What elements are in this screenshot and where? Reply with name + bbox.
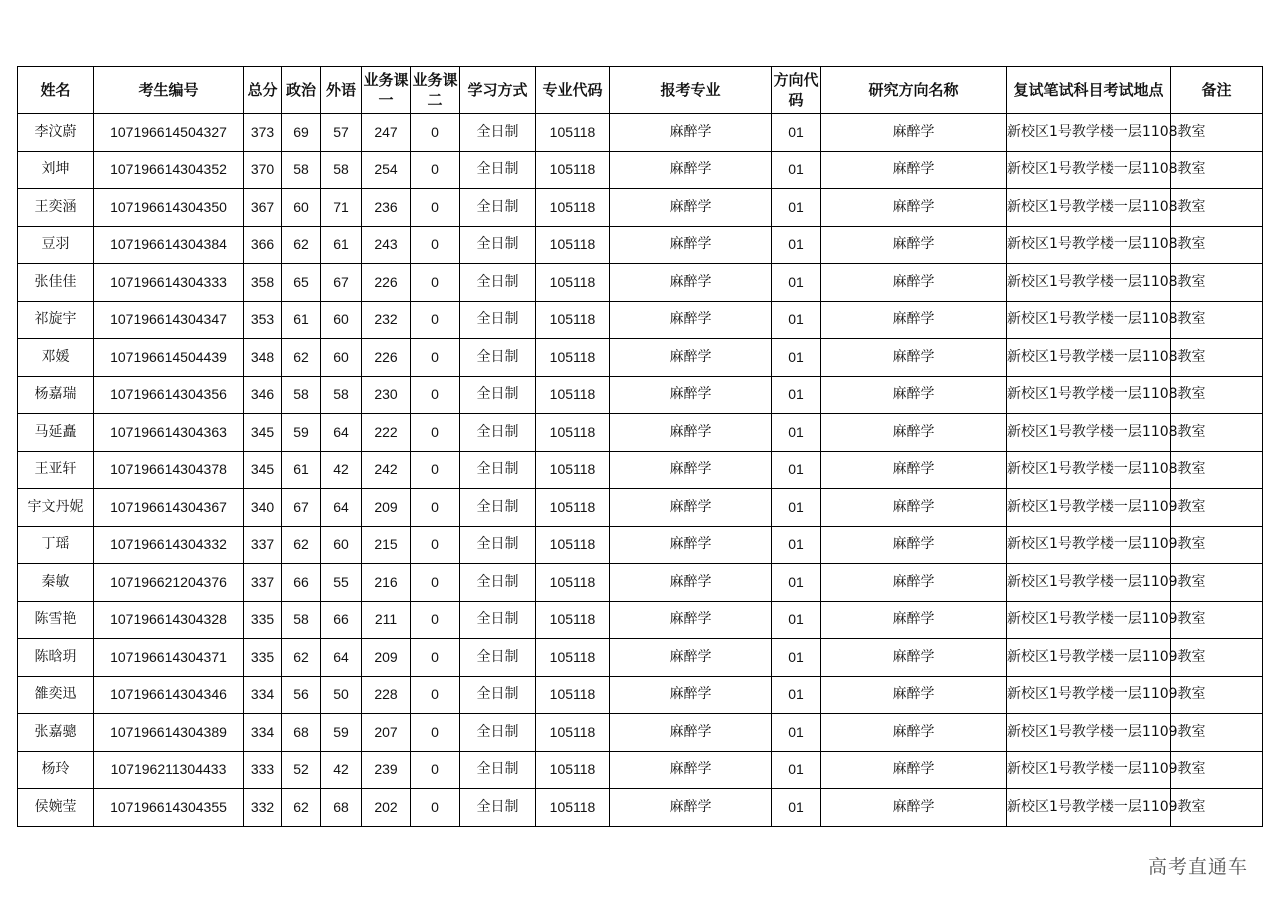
cell-dir-code: 01 <box>772 264 821 302</box>
cell-major-code: 105118 <box>536 226 610 264</box>
cell-study-mode: 全日制 <box>460 151 536 189</box>
cell-major-code: 105118 <box>536 114 610 152</box>
cell-foreign: 58 <box>321 376 362 414</box>
cell-dir-code: 01 <box>772 301 821 339</box>
table-row <box>18 151 1263 189</box>
cell-exam-id: 107196621204376 <box>94 564 244 602</box>
cell-major-code: 105118 <box>536 751 610 789</box>
table-row <box>18 564 1263 602</box>
column-header-total: 总分 <box>244 67 282 114</box>
cell-dir-code: 01 <box>772 564 821 602</box>
cell-total: 334 <box>244 676 282 714</box>
cell-location: 新校区1号教学楼一层1108教室 <box>1007 451 1171 489</box>
cell-dir-name: 麻醉学 <box>821 676 1007 714</box>
cell-dir-name: 麻醉学 <box>821 151 1007 189</box>
cell-dir-code: 01 <box>772 714 821 752</box>
cell-location: 新校区1号教学楼一层1108教室 <box>1007 114 1171 152</box>
cell-course1: 209 <box>362 489 411 527</box>
cell-study-mode: 全日制 <box>460 751 536 789</box>
cell-study-mode: 全日制 <box>460 301 536 339</box>
cell-course1: 247 <box>362 114 411 152</box>
cell-major: 麻醉学 <box>610 339 772 377</box>
cell-exam-id: 107196614304355 <box>94 789 244 827</box>
cell-location: 新校区1号教学楼一层1108教室 <box>1007 264 1171 302</box>
cell-location: 新校区1号教学楼一层1109教室 <box>1007 601 1171 639</box>
cell-name: 刘坤 <box>18 151 94 189</box>
table-row <box>18 414 1263 452</box>
cell-location: 新校区1号教学楼一层1109教室 <box>1007 639 1171 677</box>
cell-total: 346 <box>244 376 282 414</box>
cell-politics: 61 <box>282 451 321 489</box>
cell-study-mode: 全日制 <box>460 376 536 414</box>
cell-total: 345 <box>244 414 282 452</box>
cell-course1: 222 <box>362 414 411 452</box>
cell-course2: 0 <box>411 451 460 489</box>
cell-study-mode: 全日制 <box>460 676 536 714</box>
cell-location: 新校区1号教学楼一层1109教室 <box>1007 564 1171 602</box>
column-header-study-mode: 学习方式 <box>460 67 536 114</box>
cell-course2: 0 <box>411 189 460 227</box>
cell-foreign: 67 <box>321 264 362 302</box>
cell-name: 陈晗玥 <box>18 639 94 677</box>
cell-course2: 0 <box>411 751 460 789</box>
column-header-remark: 备注 <box>1171 67 1263 114</box>
cell-exam-id: 107196614304352 <box>94 151 244 189</box>
cell-exam-id: 107196614504327 <box>94 114 244 152</box>
cell-course1: 216 <box>362 564 411 602</box>
cell-politics: 66 <box>282 564 321 602</box>
cell-total: 332 <box>244 789 282 827</box>
cell-dir-code: 01 <box>772 339 821 377</box>
cell-total: 335 <box>244 639 282 677</box>
cell-major: 麻醉学 <box>610 564 772 602</box>
cell-foreign: 64 <box>321 489 362 527</box>
cell-major: 麻醉学 <box>610 376 772 414</box>
cell-major-code: 105118 <box>536 601 610 639</box>
cell-foreign: 64 <box>321 639 362 677</box>
cell-dir-code: 01 <box>772 789 821 827</box>
table-header <box>18 67 1263 114</box>
cell-politics: 62 <box>282 226 321 264</box>
column-header-major-code: 专业代码 <box>536 67 610 114</box>
cell-politics: 56 <box>282 676 321 714</box>
cell-politics: 69 <box>282 114 321 152</box>
cell-course2: 0 <box>411 301 460 339</box>
column-header-dir-name: 研究方向名称 <box>821 67 1007 114</box>
cell-dir-name: 麻醉学 <box>821 114 1007 152</box>
cell-name: 张佳佳 <box>18 264 94 302</box>
table-row <box>18 489 1263 527</box>
cell-total: 335 <box>244 601 282 639</box>
cell-major: 麻醉学 <box>610 189 772 227</box>
cell-study-mode: 全日制 <box>460 339 536 377</box>
cell-major-code: 105118 <box>536 789 610 827</box>
table-row <box>18 526 1263 564</box>
cell-foreign: 60 <box>321 301 362 339</box>
cell-total: 334 <box>244 714 282 752</box>
cell-politics: 67 <box>282 489 321 527</box>
cell-dir-name: 麻醉学 <box>821 264 1007 302</box>
cell-politics: 58 <box>282 376 321 414</box>
table-row <box>18 339 1263 377</box>
cell-foreign: 71 <box>321 189 362 227</box>
cell-politics: 65 <box>282 264 321 302</box>
cell-course1: 243 <box>362 226 411 264</box>
cell-foreign: 66 <box>321 601 362 639</box>
header-row <box>18 67 1263 114</box>
cell-course2: 0 <box>411 489 460 527</box>
cell-location: 新校区1号教学楼一层1108教室 <box>1007 414 1171 452</box>
cell-exam-id: 107196614304332 <box>94 526 244 564</box>
cell-study-mode: 全日制 <box>460 226 536 264</box>
cell-major: 麻醉学 <box>610 714 772 752</box>
cell-major: 麻醉学 <box>610 751 772 789</box>
cell-course2: 0 <box>411 676 460 714</box>
cell-course1: 230 <box>362 376 411 414</box>
cell-politics: 62 <box>282 526 321 564</box>
cell-study-mode: 全日制 <box>460 564 536 602</box>
cell-foreign: 42 <box>321 451 362 489</box>
table-row <box>18 301 1263 339</box>
watermark-text: 高考直通车 <box>1147 856 1248 878</box>
cell-major: 麻醉学 <box>610 451 772 489</box>
cell-study-mode: 全日制 <box>460 601 536 639</box>
cell-location: 新校区1号教学楼一层1108教室 <box>1007 151 1171 189</box>
cell-course2: 0 <box>411 264 460 302</box>
cell-name: 杨玲 <box>18 751 94 789</box>
cell-foreign: 68 <box>321 789 362 827</box>
cell-location: 新校区1号教学楼一层1108教室 <box>1007 189 1171 227</box>
cell-major-code: 105118 <box>536 151 610 189</box>
column-header-course1: 业务课一 <box>362 67 411 114</box>
cell-exam-id: 107196614304378 <box>94 451 244 489</box>
column-header-course2: 业务课二 <box>411 67 460 114</box>
table-body <box>18 114 1263 827</box>
cell-total: 373 <box>244 114 282 152</box>
cell-course2: 0 <box>411 114 460 152</box>
cell-exam-id: 107196614304350 <box>94 189 244 227</box>
cell-major: 麻醉学 <box>610 676 772 714</box>
cell-course1: 211 <box>362 601 411 639</box>
cell-major-code: 105118 <box>536 376 610 414</box>
cell-major: 麻醉学 <box>610 414 772 452</box>
column-header-name: 姓名 <box>18 67 94 114</box>
cell-major-code: 105118 <box>536 451 610 489</box>
cell-dir-name: 麻醉学 <box>821 639 1007 677</box>
cell-major: 麻醉学 <box>610 601 772 639</box>
cell-study-mode: 全日制 <box>460 789 536 827</box>
cell-politics: 58 <box>282 601 321 639</box>
cell-politics: 59 <box>282 414 321 452</box>
cell-foreign: 57 <box>321 114 362 152</box>
cell-foreign: 50 <box>321 676 362 714</box>
cell-course2: 0 <box>411 376 460 414</box>
cell-politics: 68 <box>282 714 321 752</box>
cell-major-code: 105118 <box>536 676 610 714</box>
cell-foreign: 58 <box>321 151 362 189</box>
cell-dir-code: 01 <box>772 226 821 264</box>
admission-roster-table <box>17 66 1263 827</box>
cell-study-mode: 全日制 <box>460 639 536 677</box>
cell-dir-code: 01 <box>772 526 821 564</box>
cell-dir-name: 麻醉学 <box>821 189 1007 227</box>
cell-dir-code: 01 <box>772 639 821 677</box>
cell-course2: 0 <box>411 601 460 639</box>
cell-location: 新校区1号教学楼一层1109教室 <box>1007 751 1171 789</box>
cell-foreign: 60 <box>321 339 362 377</box>
cell-name: 陈雪艳 <box>18 601 94 639</box>
cell-dir-code: 01 <box>772 601 821 639</box>
cell-location: 新校区1号教学楼一层1108教室 <box>1007 301 1171 339</box>
cell-name: 秦敏 <box>18 564 94 602</box>
cell-major: 麻醉学 <box>610 489 772 527</box>
table-row <box>18 601 1263 639</box>
cell-dir-code: 01 <box>772 376 821 414</box>
cell-foreign: 42 <box>321 751 362 789</box>
cell-total: 337 <box>244 526 282 564</box>
table-row <box>18 639 1263 677</box>
cell-study-mode: 全日制 <box>460 451 536 489</box>
table-row <box>18 451 1263 489</box>
cell-exam-id: 107196614304328 <box>94 601 244 639</box>
cell-course2: 0 <box>411 789 460 827</box>
cell-total: 358 <box>244 264 282 302</box>
cell-name: 王奕涵 <box>18 189 94 227</box>
cell-dir-name: 麻醉学 <box>821 301 1007 339</box>
cell-location: 新校区1号教学楼一层1109教室 <box>1007 526 1171 564</box>
cell-dir-code: 01 <box>772 189 821 227</box>
cell-dir-code: 01 <box>772 676 821 714</box>
cell-location: 新校区1号教学楼一层1108教室 <box>1007 376 1171 414</box>
cell-dir-name: 麻醉学 <box>821 751 1007 789</box>
cell-study-mode: 全日制 <box>460 414 536 452</box>
cell-foreign: 59 <box>321 714 362 752</box>
cell-exam-id: 107196614304363 <box>94 414 244 452</box>
cell-name: 李汶蔚 <box>18 114 94 152</box>
cell-exam-id: 107196614304389 <box>94 714 244 752</box>
cell-name: 杨嘉瑞 <box>18 376 94 414</box>
cell-major-code: 105118 <box>536 301 610 339</box>
cell-total: 353 <box>244 301 282 339</box>
cell-course1: 226 <box>362 339 411 377</box>
cell-study-mode: 全日制 <box>460 114 536 152</box>
cell-course2: 0 <box>411 564 460 602</box>
cell-major: 麻醉学 <box>610 151 772 189</box>
cell-study-mode: 全日制 <box>460 189 536 227</box>
cell-politics: 62 <box>282 339 321 377</box>
cell-major: 麻醉学 <box>610 226 772 264</box>
cell-dir-name: 麻醉学 <box>821 226 1007 264</box>
cell-major-code: 105118 <box>536 189 610 227</box>
table-row <box>18 189 1263 227</box>
column-header-major: 报考专业 <box>610 67 772 114</box>
cell-name: 丁瑶 <box>18 526 94 564</box>
cell-dir-name: 麻醉学 <box>821 414 1007 452</box>
cell-study-mode: 全日制 <box>460 264 536 302</box>
cell-location: 新校区1号教学楼一层1109教室 <box>1007 489 1171 527</box>
cell-name: 侯婉莹 <box>18 789 94 827</box>
cell-total: 340 <box>244 489 282 527</box>
cell-politics: 58 <box>282 151 321 189</box>
cell-course1: 207 <box>362 714 411 752</box>
cell-foreign: 64 <box>321 414 362 452</box>
cell-name: 雒奕迅 <box>18 676 94 714</box>
cell-foreign: 55 <box>321 564 362 602</box>
cell-foreign: 61 <box>321 226 362 264</box>
cell-total: 370 <box>244 151 282 189</box>
column-header-location: 复试笔试科目考试地点 <box>1007 67 1171 114</box>
cell-major-code: 105118 <box>536 339 610 377</box>
cell-politics: 62 <box>282 789 321 827</box>
cell-name: 马延矗 <box>18 414 94 452</box>
cell-course1: 202 <box>362 789 411 827</box>
table-row <box>18 264 1263 302</box>
cell-course1: 242 <box>362 451 411 489</box>
cell-major-code: 105118 <box>536 714 610 752</box>
cell-dir-code: 01 <box>772 751 821 789</box>
cell-dir-code: 01 <box>772 114 821 152</box>
cell-politics: 52 <box>282 751 321 789</box>
cell-location: 新校区1号教学楼一层1109教室 <box>1007 789 1171 827</box>
cell-exam-id: 107196614304356 <box>94 376 244 414</box>
column-header-exam-id: 考生编号 <box>94 67 244 114</box>
cell-study-mode: 全日制 <box>460 489 536 527</box>
cell-name: 邓媛 <box>18 339 94 377</box>
cell-dir-code: 01 <box>772 489 821 527</box>
cell-dir-name: 麻醉学 <box>821 714 1007 752</box>
cell-exam-id: 107196614304367 <box>94 489 244 527</box>
cell-politics: 62 <box>282 639 321 677</box>
cell-foreign: 60 <box>321 526 362 564</box>
cell-dir-name: 麻醉学 <box>821 601 1007 639</box>
cell-location: 新校区1号教学楼一层1109教室 <box>1007 676 1171 714</box>
cell-name: 宇文丹妮 <box>18 489 94 527</box>
cell-course1: 254 <box>362 151 411 189</box>
cell-total: 367 <box>244 189 282 227</box>
cell-course1: 228 <box>362 676 411 714</box>
cell-major: 麻醉学 <box>610 639 772 677</box>
table-row <box>18 789 1263 827</box>
cell-dir-name: 麻醉学 <box>821 526 1007 564</box>
cell-course1: 215 <box>362 526 411 564</box>
cell-dir-code: 01 <box>772 451 821 489</box>
cell-name: 王亚轩 <box>18 451 94 489</box>
cell-major-code: 105118 <box>536 564 610 602</box>
cell-location: 新校区1号教学楼一层1108教室 <box>1007 339 1171 377</box>
cell-major: 麻醉学 <box>610 789 772 827</box>
cell-total: 345 <box>244 451 282 489</box>
cell-course1: 232 <box>362 301 411 339</box>
cell-major: 麻醉学 <box>610 526 772 564</box>
cell-course2: 0 <box>411 339 460 377</box>
cell-major-code: 105118 <box>536 414 610 452</box>
cell-exam-id: 107196614304346 <box>94 676 244 714</box>
cell-course1: 236 <box>362 189 411 227</box>
column-header-foreign: 外语 <box>321 67 362 114</box>
cell-course2: 0 <box>411 151 460 189</box>
table-row <box>18 226 1263 264</box>
cell-exam-id: 107196614304384 <box>94 226 244 264</box>
cell-course2: 0 <box>411 526 460 564</box>
table-row <box>18 376 1263 414</box>
cell-course2: 0 <box>411 226 460 264</box>
cell-dir-name: 麻醉学 <box>821 339 1007 377</box>
cell-total: 366 <box>244 226 282 264</box>
cell-dir-name: 麻醉学 <box>821 489 1007 527</box>
cell-course1: 226 <box>362 264 411 302</box>
cell-major: 麻醉学 <box>610 301 772 339</box>
cell-dir-name: 麻醉学 <box>821 564 1007 602</box>
cell-exam-id: 107196614304371 <box>94 639 244 677</box>
cell-major: 麻醉学 <box>610 114 772 152</box>
cell-study-mode: 全日制 <box>460 526 536 564</box>
cell-course1: 239 <box>362 751 411 789</box>
cell-major: 麻醉学 <box>610 264 772 302</box>
cell-name: 祁旋宇 <box>18 301 94 339</box>
cell-major-code: 105118 <box>536 264 610 302</box>
cell-course2: 0 <box>411 414 460 452</box>
cell-total: 348 <box>244 339 282 377</box>
cell-major-code: 105118 <box>536 639 610 677</box>
cell-dir-name: 麻醉学 <box>821 789 1007 827</box>
cell-total: 333 <box>244 751 282 789</box>
cell-study-mode: 全日制 <box>460 714 536 752</box>
cell-course2: 0 <box>411 714 460 752</box>
cell-dir-code: 01 <box>772 414 821 452</box>
cell-major-code: 105118 <box>536 526 610 564</box>
cell-exam-id: 107196614504439 <box>94 339 244 377</box>
table-row <box>18 714 1263 752</box>
cell-politics: 61 <box>282 301 321 339</box>
cell-exam-id: 107196614304347 <box>94 301 244 339</box>
cell-total: 337 <box>244 564 282 602</box>
cell-location: 新校区1号教学楼一层1108教室 <box>1007 226 1171 264</box>
column-header-politics: 政治 <box>282 67 321 114</box>
cell-location: 新校区1号教学楼一层1109教室 <box>1007 714 1171 752</box>
cell-politics: 60 <box>282 189 321 227</box>
cell-major-code: 105118 <box>536 489 610 527</box>
cell-dir-name: 麻醉学 <box>821 376 1007 414</box>
cell-course2: 0 <box>411 639 460 677</box>
cell-course1: 209 <box>362 639 411 677</box>
cell-dir-code: 01 <box>772 151 821 189</box>
cell-exam-id: 107196614304333 <box>94 264 244 302</box>
cell-name: 张嘉骢 <box>18 714 94 752</box>
table-row <box>18 114 1263 152</box>
table-row <box>18 751 1263 789</box>
cell-name: 豆羽 <box>18 226 94 264</box>
cell-dir-name: 麻醉学 <box>821 451 1007 489</box>
column-header-dir-code: 方向代码 <box>772 67 821 114</box>
cell-exam-id: 107196211304433 <box>94 751 244 789</box>
table-row <box>18 676 1263 714</box>
